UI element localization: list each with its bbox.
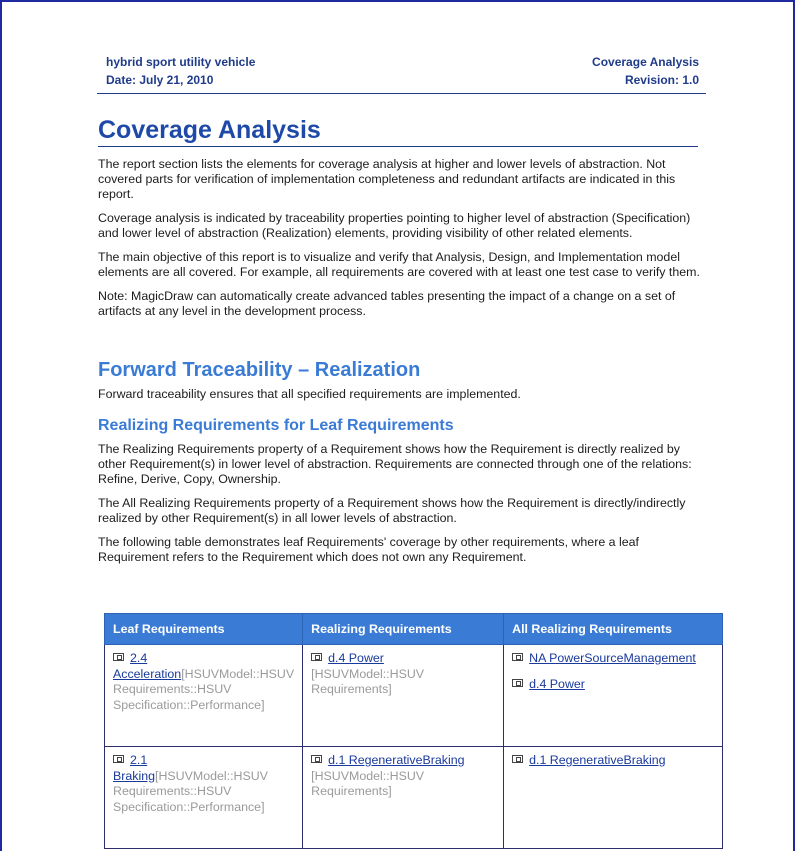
requirement-icon (512, 755, 523, 763)
page-title: Coverage Analysis (98, 115, 698, 147)
requirement-icon (311, 653, 322, 661)
requirement-icon (512, 679, 523, 687)
requirement-path: [HSUVModel::HSUV Requirements] (311, 768, 425, 798)
intro-paragraph-4: Note: MagicDraw can automatically create advanced tables presenting the impact of a change on a set of artifacts at any level in the development process. (98, 289, 676, 318)
intro-paragraph-3: The main objective of this report is to visualize and verify that Analysis, Design, and Implementation model elements are all covered. For example, all requirements are covered with at least one test case to verify them. (98, 250, 700, 279)
table-row (105, 645, 723, 747)
requirement-path: [HSUVModel::HSUV Requirements] (311, 666, 425, 696)
column-header-realizing: Realizing Requirements (303, 614, 504, 645)
requirement-link[interactable]: NA PowerSourceManagement (529, 651, 696, 665)
intro-paragraph-2: Coverage analysis is indicated by traceability properties pointing to higher level of abstraction (Specification) and lower level of abstraction (Realization) elements, providing visibility of other related elements. (98, 211, 691, 240)
list-item (512, 677, 714, 693)
header-revision: Revision: 1.0 (624, 73, 699, 87)
requirement-path: [HSUVModel::HSUV Requirements::HSUV Specification::Performance] (113, 768, 268, 814)
all-realizing-cell (504, 645, 723, 747)
leaf-cell (105, 747, 303, 849)
requirement-link[interactable]: d.4 Power (529, 676, 585, 691)
requirement-icon (113, 653, 124, 661)
list-item (512, 753, 714, 769)
header-doc-title: Coverage Analysis (592, 55, 699, 69)
document-body (98, 157, 703, 574)
requirement-icon (512, 653, 523, 661)
header-divider (97, 93, 706, 94)
realizing-cell (303, 645, 504, 747)
requirement-link[interactable]: d.1 RegenerativeBraking (328, 753, 465, 767)
requirement-link[interactable]: d.1 RegenerativeBraking (529, 753, 666, 767)
requirement-icon (113, 755, 124, 763)
header-project: hybrid sport utility vehicle (106, 55, 256, 69)
subsection-paragraph-2: The All Realizing Requirements property of a Requirement shows how the Requirement is directly/indirectly realized by other Requirement(s) in all lower levels of abstraction. (98, 496, 686, 525)
subsection-heading: Realizing Requirements for Leaf Requirements (98, 417, 454, 434)
column-header-all-realizing: All Realizing Requirements (504, 614, 723, 645)
subsection-paragraph-3: The following table demonstrates leaf Requirements' coverage by other requirements, where a leaf Requirement refers to the Requirement which does not own any Requirement. (98, 535, 639, 564)
requirement-link[interactable]: 2.1 Braking (113, 753, 156, 783)
intro-paragraph-1: The report section lists the elements for coverage analysis at higher and lower levels of abstraction. Not covered parts for verification of implementation completeness and redundant artifacts are indicated in this report. (98, 157, 676, 201)
section-heading: Forward Traceability – Realization (98, 359, 421, 381)
section-paragraph: Forward traceability ensures that all specified requirements are implemented. (98, 387, 521, 401)
header-date: Date: July 21, 2010 (106, 73, 214, 87)
list-item (512, 651, 714, 667)
requirement-link[interactable]: 2.4 Acceleration (113, 651, 182, 681)
leaf-cell (105, 645, 303, 747)
requirement-link[interactable]: d.4 Power (328, 651, 384, 665)
column-header-leaf: Leaf Requirements (105, 614, 303, 645)
all-realizing-cell (504, 747, 723, 849)
coverage-table (104, 613, 723, 849)
realizing-cell (303, 747, 504, 849)
table-header-row (105, 614, 723, 645)
table-row (105, 747, 723, 849)
requirement-icon (311, 755, 322, 763)
requirement-path: [HSUVModel::HSUV Requirements::HSUV Specification::Performance] (113, 666, 295, 712)
subsection-paragraph-1: The Realizing Requirements property of a Requirement shows how the Requirement is directly realized by other Requirement(s) in lower level of abstraction. Requirements are connected through one of the relations: Refine, Derive, Copy, Ownership. (98, 442, 692, 486)
